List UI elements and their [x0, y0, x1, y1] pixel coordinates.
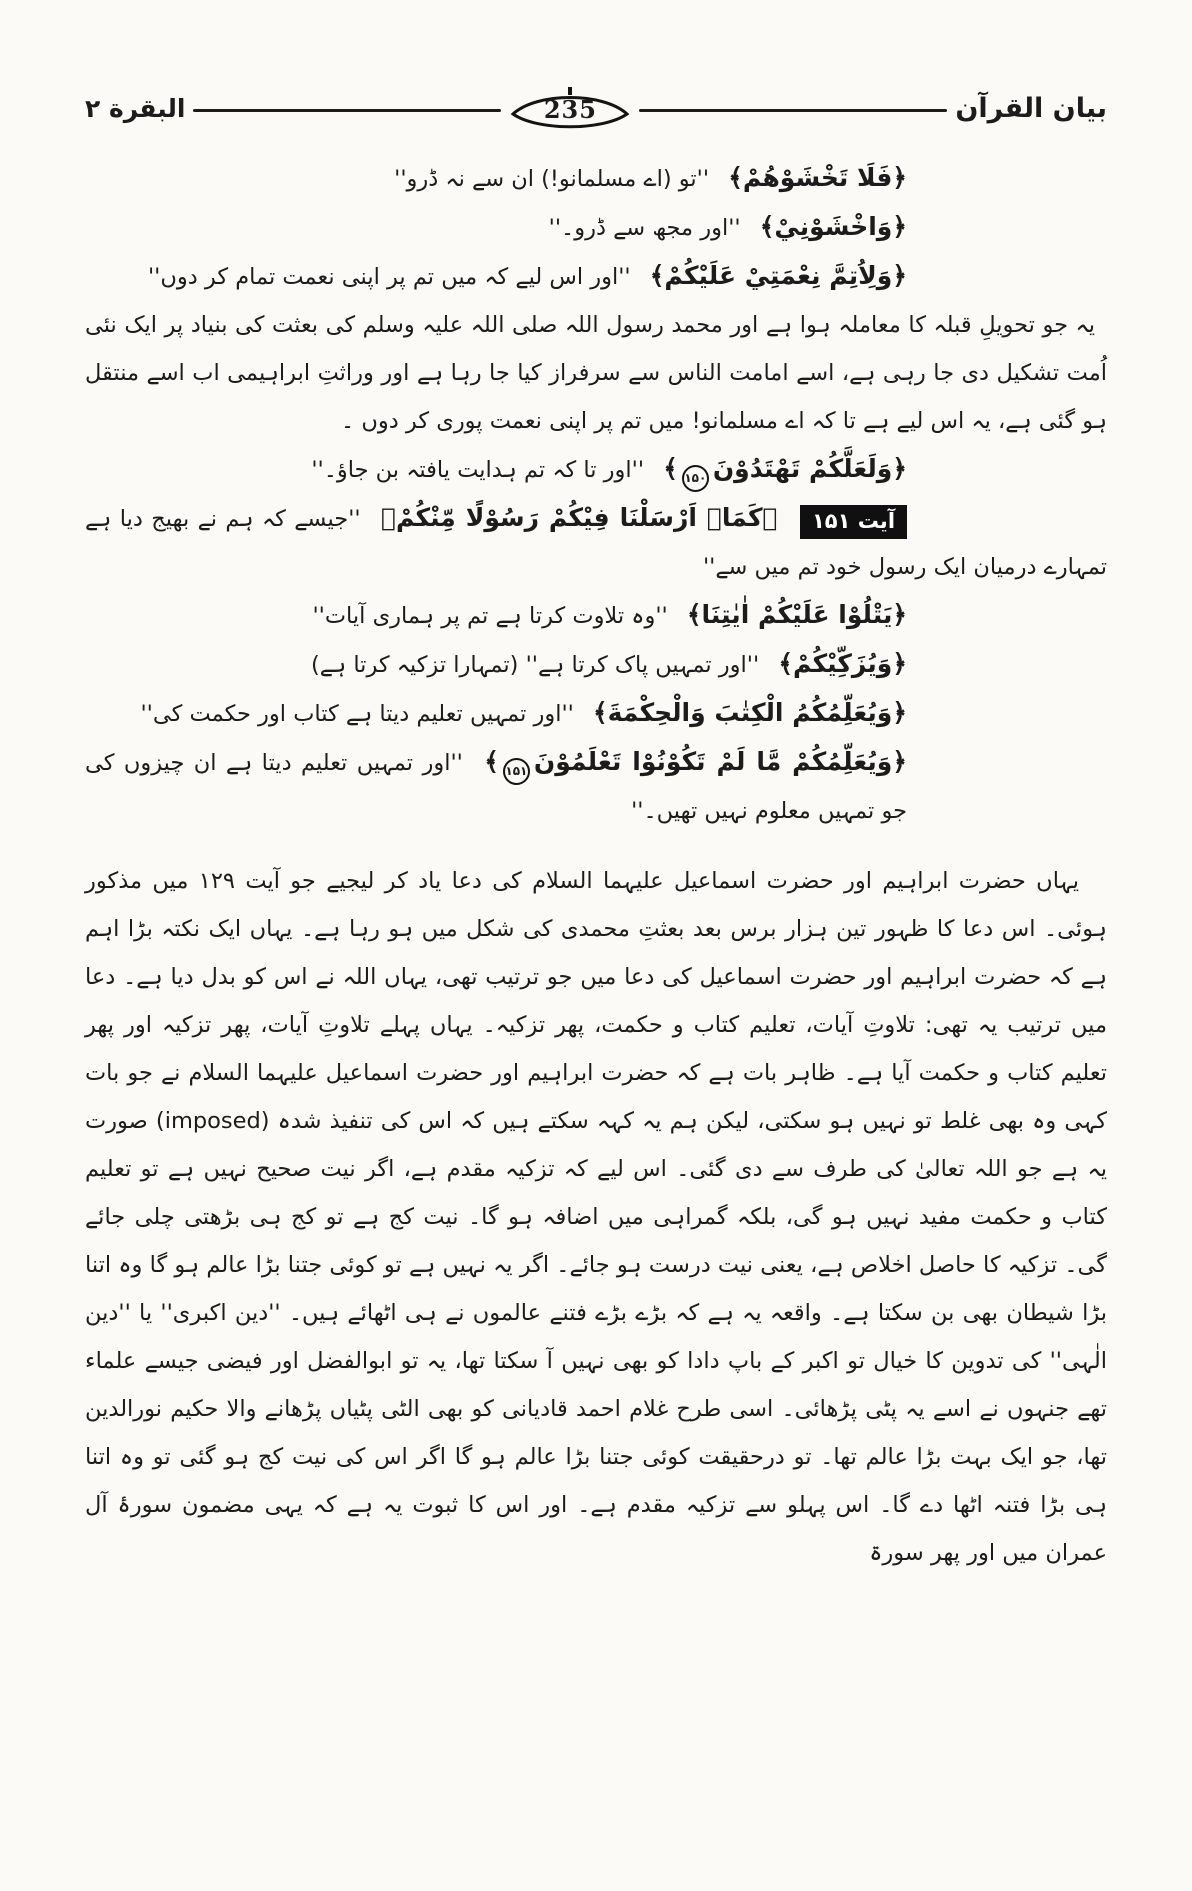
verse-line — [85, 154, 1107, 203]
verse-line — [85, 591, 1107, 640]
urdu-translation: ''اور تمہیں تعلیم دیتا ہے کتاب اور حکمت کی'' — [140, 701, 574, 727]
urdu-translation: ''تو (اے مسلمانو!) ان سے نہ ڈرو'' — [394, 166, 710, 192]
book-title: بیان القرآن — [955, 92, 1108, 124]
urdu-translation: ''جیسے کہ ہم نے بھیج دیا ہے تمہارے درمیان ایک رسول خود تم میں سے'' — [85, 506, 1107, 580]
urdu-translation: ''اور تمہیں تعلیم دیتا ہے ان چیزوں کی جو تمہیں معلوم نہیں تھیں۔'' — [85, 750, 907, 824]
arabic-text: ﴿وَيُعَلِّمُكُمْ مَّا لَمْ تَكُوْنُوْا تَعْلَمُوْنَ — [533, 747, 907, 776]
arabic-quote: ﴿فَلَا تَخْشَوْهُمْ﴾ — [728, 163, 907, 192]
surah-label: البقرة ۲ — [85, 93, 186, 123]
urdu-translation: ''اور تمہیں پاک کرتا ہے'' (تمہارا تزکیہ کرتا ہے) — [311, 652, 760, 678]
body-paragraph: یہ جو تحویلِ قبلہ کا معاملہ ہوا ہے اور محمد رسول اللہ صلی اللہ علیہ وسلم کی بعثت کی بنیاد پر ایک نئی اُمت تشکیل دی جا رہی ہے، اسے امامت الناس سے سرفراز کیا جا رہا ہے اور وراثتِ ابراہیمی اب اسے منتقل ہو گئی ہے، یہ اس لیے ہے تا کہ اے مسلمانو! میں تم پر اپنی نعمت پوری کر دوں ۔ — [85, 312, 1107, 434]
arabic-quote: ﴿وَيُعَلِّمُكُمُ الْكِتٰبَ وَالْحِكْمَةَ﴾ — [593, 698, 907, 727]
page-body — [85, 154, 1107, 1577]
urdu-translation: ''وہ تلاوت کرتا ہے تم پر ہماری آیات'' — [312, 603, 668, 629]
urdu-translation: ''اور اس لیے کہ میں تم پر اپنی نعمت تمام کر دوں'' — [148, 264, 631, 290]
header-rule-right — [639, 109, 947, 112]
arabic-quote: ﴿وَلِاُتِمَّ نِعْمَتِيْ عَلَيْكُمْ﴾ — [649, 261, 907, 290]
verse-line — [85, 689, 1107, 738]
arabic-quote — [663, 454, 907, 483]
page-number-ornament — [509, 86, 631, 134]
verse-line — [85, 445, 1107, 494]
ayat-line — [85, 494, 1107, 591]
arabic-quote: ﴿كَمَاۤ اَرْسَلْنَا فِيْكُمْ رَسُوْلًا مِّنْكُمْ﴾ — [380, 503, 778, 532]
arabic-quote — [484, 747, 907, 776]
urdu-translation: ''اور مجھ سے ڈرو۔'' — [548, 215, 741, 241]
urdu-translation: ''اور تا کہ تم ہدایت یافتہ بن جاؤ۔'' — [311, 457, 645, 483]
commentary-paragraph: یہاں حضرت ابراہیم اور حضرت اسماعیل علیہما السلام کی دعا یاد کر لیجیے جو آیت ۱۲۹ میں مذکور ہوئی۔ اس دعا کا ظہور تین ہزار برس بعد بعثتِ محمدی کی شکل میں ہو رہا ہے۔ یہاں ایک نکتہ بڑا اہم ہے کہ حضرت ابراہیم اور حضرت اسماعیل کی دعا میں جو ترتیب تھی، یہاں اللہ نے اس کو بدل دیا ہے۔ دعا میں ترتیب یہ تھی: تلاوتِ آیات، تعلیم کتاب و حکمت، پھر تزکیہ۔ یہاں پہلے تلاوتِ آیات، پھر تزکیہ اور پھر تعلیم کتاب و حکمت آیا ہے۔ ظاہر بات ہے کہ حضرت ابراہیم اور حضرت اسماعیل علیہما السلام نے جو بات کہی وہ بھی غلط تو نہیں ہو سکتی، لیکن ہم یہ کہہ سکتے ہیں کہ اس کی تنفیذ شدہ (imposed) صورت یہ ہے جو اللہ تعالیٰ کی طرف سے دی گئی۔ اس لیے کہ تزکیہ مقدم ہے، اگر نیت صحیح نہیں ہے تو تعلیم کتاب و حکمت مفید نہیں ہو گی، بلکہ گمراہی میں اضافہ ہو گا۔ نیت کج ہے تو کج ہی بڑھتی چلی جائے گی۔ تزکیہ کا حاصل اخلاص ہے، یعنی نیت درست ہو جائے۔ اگر یہ نہیں ہے تو کوئی جتنا بڑا عالم ہو گا وہ اتنا بڑا شیطان بھی بن سکتا ہے۔ واقعہ یہ ہے کہ بڑے بڑے فتنے عالموں نے ہی اٹھائے ہیں۔ ''دین اکبری'' یا ''دین الٰہی'' کی تدوین کا خیال تو اکبر کے باپ دادا کو بھی نہیں آ سکتا تھا، یہ تو ابوالفضل اور فیضی جیسے علماء تھے جنہوں نے اسے یہ پٹی پڑھائی۔ اسی طرح غلام احمد قادیانی کو بھی الٹی پٹیاں پڑھانے والا حکیم نورالدین تھا، جو ایک بہت بڑا عالم تھا۔ تو درحقیقت کوئی جتنا بڑا عالم ہو گا اگر اس کی نیت کج ہو گئی تو وہ اتنا ہی بڑا فتنہ اٹھا دے گا۔ اس پہلو سے تزکیہ مقدم ہے۔ اور اس کا ثبوت یہ ہے کہ یہی مضمون سورۂ آل عمران میں اور پھر سورۃ — [85, 868, 1107, 1566]
page-header — [85, 86, 1107, 134]
ayah-number-circle: ۱۵۱ — [503, 758, 530, 785]
page-number: 235 — [543, 95, 597, 124]
ayat-marker-badge: آیت ۱۵۱ — [800, 505, 907, 539]
arabic-text: ﴿وَلَعَلَّكُمْ تَهْتَدُوْنَ — [712, 454, 907, 483]
arabic-quote: ﴿يَتْلُوْا عَلَيْكُمْ اٰيٰتِنَا﴾ — [686, 600, 907, 629]
verse-line — [85, 252, 1107, 301]
verse-line — [85, 738, 1107, 835]
arabic-quote: ﴿وَاخْشَوْنِيْ﴾ — [759, 212, 907, 241]
arabic-bracket: ﴾ — [484, 747, 499, 776]
verse-line — [85, 203, 1107, 252]
header-rule-left — [193, 109, 501, 112]
verse-line — [85, 640, 1107, 689]
ayah-number-circle: ۱۵۰ — [682, 465, 709, 492]
arabic-quote: ﴿وَيُزَكِّيْكُمْ﴾ — [778, 649, 907, 678]
arabic-bracket: ﴾ — [663, 454, 678, 483]
